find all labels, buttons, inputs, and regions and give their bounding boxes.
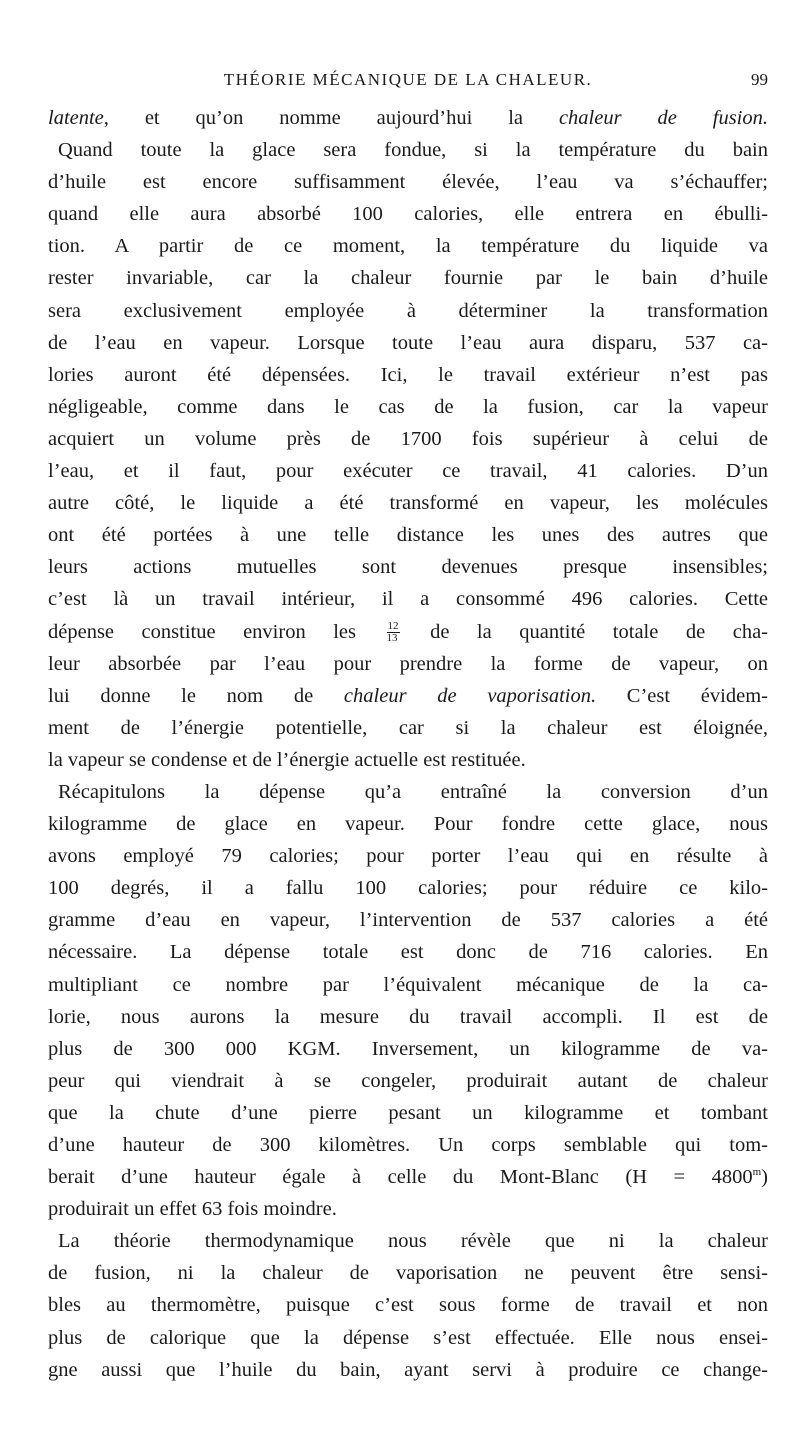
text-line: gne aussi que l’huile du bain, ayant servi à produire ce change- bbox=[48, 1358, 768, 1381]
italic-term: chaleur de fusion. bbox=[558, 107, 768, 129]
text-line: négligeable, comme dans le cas de la fusion, car la vapeur bbox=[48, 395, 768, 418]
text-line bbox=[48, 1161, 768, 1193]
text-line: ont été portées à une telle distance les unes des autres que bbox=[48, 524, 768, 547]
text-line bbox=[48, 102, 768, 134]
text-run: de la quantité totale de cha- bbox=[430, 620, 768, 643]
text-line: d’huile est encore suffisamment élevée, l’eau va s’échauffer; bbox=[48, 171, 768, 194]
text-line: avons employé 79 calories; pour porter l’eau qui en résulte à bbox=[48, 845, 768, 868]
text-line: tion. A partir de ce moment, la température du liquide va bbox=[48, 235, 768, 258]
text-line: de l’eau en vapeur. Lorsque toute l’eau aura disparu, 537 ca- bbox=[48, 331, 768, 354]
document-page bbox=[48, 0, 768, 1431]
italic-term: latente bbox=[48, 107, 104, 129]
text-line: peur qui viendrait à se congeler, produirait autant de chaleur bbox=[48, 1069, 768, 1092]
text-line: d’une hauteur de 300 kilomètres. Un corps semblable qui tom- bbox=[48, 1134, 768, 1156]
text-line bbox=[48, 616, 768, 648]
text-line: La théorie thermodynamique nous révèle que ni la chaleur bbox=[58, 1230, 768, 1253]
text-run: ) bbox=[761, 1166, 768, 1189]
page-header bbox=[48, 70, 768, 100]
text-line: c’est là un travail intérieur, il a consommé 496 calories. Cette bbox=[48, 588, 768, 611]
text-line: la vapeur se condense et de l’énergie actuelle est restituée. bbox=[48, 748, 526, 771]
text-line: l’eau, et il faut, pour exécuter ce travail, 41 calories. D’un bbox=[48, 460, 768, 483]
text-line: rester invariable, car la chaleur fournie par le bain d’huile bbox=[48, 267, 768, 290]
text-line: autre côté, le liquide a été transformé en vapeur, les molécules bbox=[48, 492, 768, 515]
text-line: produirait un effet 63 fois moindre. bbox=[48, 1198, 337, 1221]
text-line: ment de l’énergie potentielle, car si la chaleur est éloignée, bbox=[48, 716, 768, 739]
superscript-unit: m bbox=[752, 1166, 762, 1179]
text-run: berait d’une hauteur égale à celle du Mont-Blanc (H = 4800 bbox=[48, 1166, 753, 1189]
text-line: de fusion, ni la chaleur de vaporisation ne peuvent être sensi- bbox=[48, 1262, 768, 1285]
text-line: nécessaire. La dépense totale est donc de 716 calories. En bbox=[48, 941, 768, 964]
text-line: lorie, nous aurons la mesure du travail accompli. Il est de bbox=[48, 1005, 768, 1028]
body-text bbox=[48, 102, 768, 1386]
text-line: plus de calorique que la dépense s’est effectuée. Elle nous ensei- bbox=[48, 1326, 768, 1349]
fraction-numerator: 12 bbox=[387, 620, 399, 633]
text-line: kilogramme de glace en vapeur. Pour fondre cette glace, nous bbox=[48, 813, 768, 836]
text-run: dépense constitue environ les bbox=[48, 620, 356, 643]
text-line: plus de 300 000 KGM. Inversement, un kilogramme de va- bbox=[48, 1037, 768, 1060]
fraction-denominator: 13 bbox=[386, 632, 398, 645]
text-line: leurs actions mutuelles sont devenues presque insensibles; bbox=[48, 556, 768, 579]
page-number: 99 bbox=[751, 70, 768, 89]
text-run: , et qu’on nomme aujourd’hui la bbox=[103, 107, 559, 129]
running-title: THÉORIE MÉCANIQUE DE LA CHALEUR. bbox=[223, 70, 593, 89]
text-line: gramme d’eau en vapeur, l’intervention de 537 calories a été bbox=[48, 909, 768, 932]
text-line: multipliant ce nombre par l’équivalent mécanique de la ca- bbox=[48, 973, 768, 996]
text-line: que la chute d’une pierre pesant un kilogramme et tombant bbox=[48, 1101, 768, 1124]
text-line: acquiert un volume près de 1700 fois supérieur à celui de bbox=[48, 427, 768, 450]
fraction bbox=[387, 621, 400, 644]
text-line: 100 degrés, il a fallu 100 calories; pour réduire ce kilo- bbox=[48, 877, 768, 900]
text-run: lui donne le nom de bbox=[48, 684, 344, 707]
text-line bbox=[48, 680, 768, 712]
text-line: leur absorbée par l’eau pour prendre la forme de vapeur, on bbox=[48, 652, 768, 675]
italic-term: chaleur de vaporisation. bbox=[343, 684, 597, 707]
text-run: C’est évidem- bbox=[596, 684, 768, 707]
text-line: quand elle aura absorbé 100 calories, elle entrera en ébulli- bbox=[48, 203, 768, 226]
text-line: sera exclusivement employée à déterminer la transformation bbox=[48, 299, 768, 322]
text-line: lories auront été dépensées. Ici, le travail extérieur n’est pas bbox=[48, 363, 768, 386]
text-line: bles au thermomètre, puisque c’est sous forme de travail et non bbox=[48, 1294, 768, 1317]
text-line: Récapitulons la dépense qu’a entraîné la conversion d’un bbox=[58, 780, 768, 803]
text-line: Quand toute la glace sera fondue, si la température du bain bbox=[58, 139, 768, 162]
